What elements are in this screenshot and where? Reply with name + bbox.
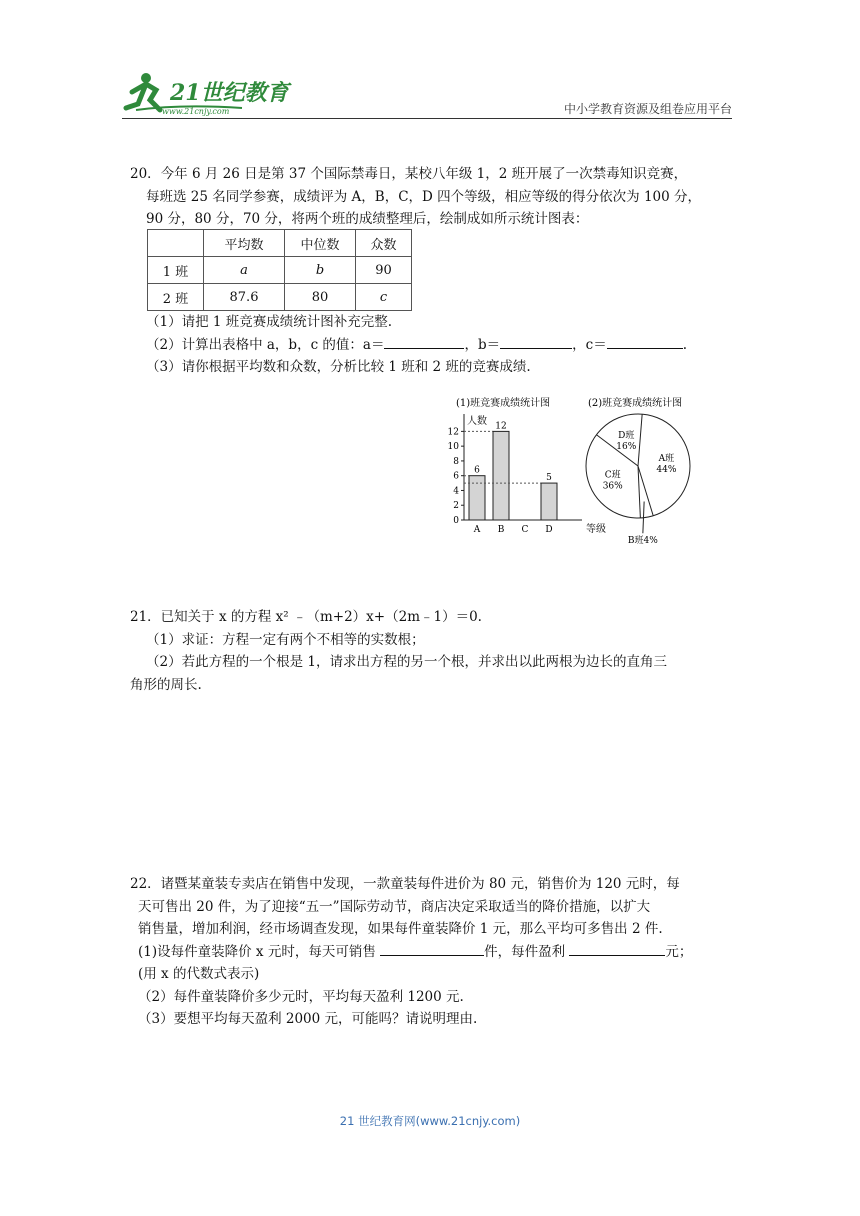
q20-line2: 每班选 25 名同学参赛，成绩评为 A，B，C，D 四个等级，相应等级的得分依次为 100 分， — [146, 188, 702, 205]
answer-blank-b[interactable] — [500, 334, 572, 349]
y-tick-label: 8 — [453, 456, 459, 467]
answer-blank-profit[interactable] — [569, 941, 665, 956]
q22-sub1-c: 元； — [665, 943, 693, 960]
table-header: 中位数 — [285, 230, 356, 257]
q20-sub2-c: ，c＝ — [572, 336, 607, 353]
table-cell: 2 班 — [148, 284, 204, 311]
y-axis-label: 人数 — [467, 416, 487, 427]
x-axis-label: 等级 — [586, 524, 606, 535]
q22-sub1 — [130, 941, 740, 964]
header-divider — [122, 118, 732, 119]
q22-line1: 22．诸暨某童装专卖店在销售中发现，一款童装每件进价为 80 元，销售价为 120 元时，每 — [130, 876, 680, 892]
table-row — [148, 257, 412, 284]
platform-name: 中小学教育资源及组卷应用平台 — [563, 102, 732, 116]
q20-line3: 90 分，80 分，70 分，将两个班的成绩整理后，绘制成如所示统计图表： — [146, 211, 589, 227]
y-tick-label: 4 — [453, 486, 459, 497]
x-tick-label: D — [545, 525, 553, 535]
q22-sub1-note: (用 x 的代数式表示) — [138, 966, 260, 982]
q20-sub3: （3）请你根据平均数和众数，分析比较 1 班和 2 班的竞赛成绩. — [146, 359, 531, 375]
y-tick-label: 12 — [447, 427, 459, 438]
y-tick-label: 10 — [447, 442, 459, 453]
pie-value-label: 44% — [656, 464, 677, 475]
statistics-charts — [440, 392, 700, 547]
footer-link[interactable]: 21 世纪教育网(www.21cnjy.com) — [339, 1114, 521, 1128]
x-tick-label: A — [473, 525, 481, 535]
table-cell: 87.6 — [204, 284, 285, 311]
x-tick-label: C — [521, 525, 529, 535]
answer-blank-c[interactable] — [607, 334, 683, 349]
bar-chart — [448, 414, 606, 535]
table-header: 众数 — [356, 230, 412, 257]
table-cell: 1 班 — [148, 257, 204, 284]
pie-label: A班 — [658, 453, 675, 464]
q21-sub2a: （2）若此方程的一个根是 1，请求出方程的另一个根，并求出以此两根为边长的直角三 — [146, 654, 667, 670]
q21-sub1: （1）求证：方程一定有两个不相等的实数根； — [146, 631, 425, 648]
pie-value-label: 16% — [616, 441, 637, 452]
q22-sub2: （2）每件童装降价多少元时，平均每天盈利 1200 元. — [138, 988, 464, 1005]
q20-sub1: （1）请把 1 班竞赛成绩统计图补充完整. — [146, 314, 393, 330]
table-row — [148, 284, 412, 311]
q22-line3: 销售量，增加利润，经市场调查发现，如果每件童装降价 1 元，那么平均可多售出 2 件. — [138, 921, 663, 937]
q21-sub2b: 角形的周长. — [130, 676, 202, 693]
table-header-row — [148, 230, 412, 257]
stats-table — [147, 229, 412, 311]
pie-slice-boundary — [638, 414, 642, 466]
table-header: 平均数 — [204, 230, 285, 257]
table-cell: a — [204, 257, 285, 284]
question-22 — [130, 873, 740, 1031]
table-cell: 90 — [356, 257, 412, 284]
bar-b — [493, 431, 509, 520]
y-tick-label: 2 — [453, 501, 459, 512]
q20-subquestions — [146, 311, 746, 379]
bar-data-label: 12 — [495, 421, 507, 432]
bar-chart-title: (1)班竞赛成绩统计图 — [456, 398, 551, 409]
pie-label: C班 — [604, 470, 621, 481]
y-tick-label: 0 — [453, 516, 459, 526]
logo-url: www.21cnjy.com — [162, 107, 230, 116]
q22-line2: 天可售出 20 件，为了迎接“五一”国际劳动节，商店决定采取适当的降价措施，以扩大 — [138, 898, 651, 915]
bar-data-label: 5 — [546, 473, 552, 484]
table-cell — [148, 230, 204, 257]
table-cell: b — [285, 257, 356, 284]
pie-value-label: 36% — [602, 481, 623, 492]
q22-sub3: （3）要想平均每天盈利 2000 元，可能吗？请说明理由. — [138, 1011, 478, 1027]
answer-blank-quantity[interactable] — [380, 941, 484, 956]
q22-sub1-a: (1)设每件童装降价 x 元时，每天可销售 — [138, 943, 376, 960]
q21-line1: 21．已知关于 x 的方程 x² ﹣（m+2）x+（2m﹣1）＝0. — [130, 609, 482, 625]
question-20 — [130, 163, 740, 231]
question-21 — [130, 606, 740, 696]
runner-logo-icon — [122, 70, 292, 118]
q22-sub1-b: 件，每件盈利 — [484, 943, 566, 960]
q20-sub2-end: . — [682, 336, 687, 353]
q20-sub2-b: ，b＝ — [464, 336, 501, 353]
y-tick-label: 6 — [453, 471, 459, 482]
bar-a — [469, 476, 485, 520]
table-cell: 80 — [285, 284, 356, 311]
site-logo — [122, 70, 292, 118]
pie-chart-title: (2)班竞赛成绩统计图 — [588, 398, 683, 409]
bar-data-label: 6 — [474, 465, 480, 476]
x-tick-label: B — [497, 525, 505, 535]
q20-line1: 20．今年 6 月 26 日是第 37 个国际禁毒日，某校八年级 1，2 班开展了一次禁毒知识竞赛， — [130, 166, 688, 182]
q20-sub2-prefix: （2）计算出表格中 a，b，c 的值：a＝ — [146, 336, 385, 353]
pie-leader-line — [643, 501, 644, 533]
pie-label: B班4% — [627, 536, 658, 547]
bar-d — [541, 483, 557, 520]
q20-sub2 — [146, 334, 746, 357]
logo-text: 21世纪教育 — [170, 80, 289, 106]
table-cell: c — [356, 284, 412, 311]
pie-label: D班 — [618, 430, 635, 441]
answer-blank-a[interactable] — [384, 334, 464, 349]
